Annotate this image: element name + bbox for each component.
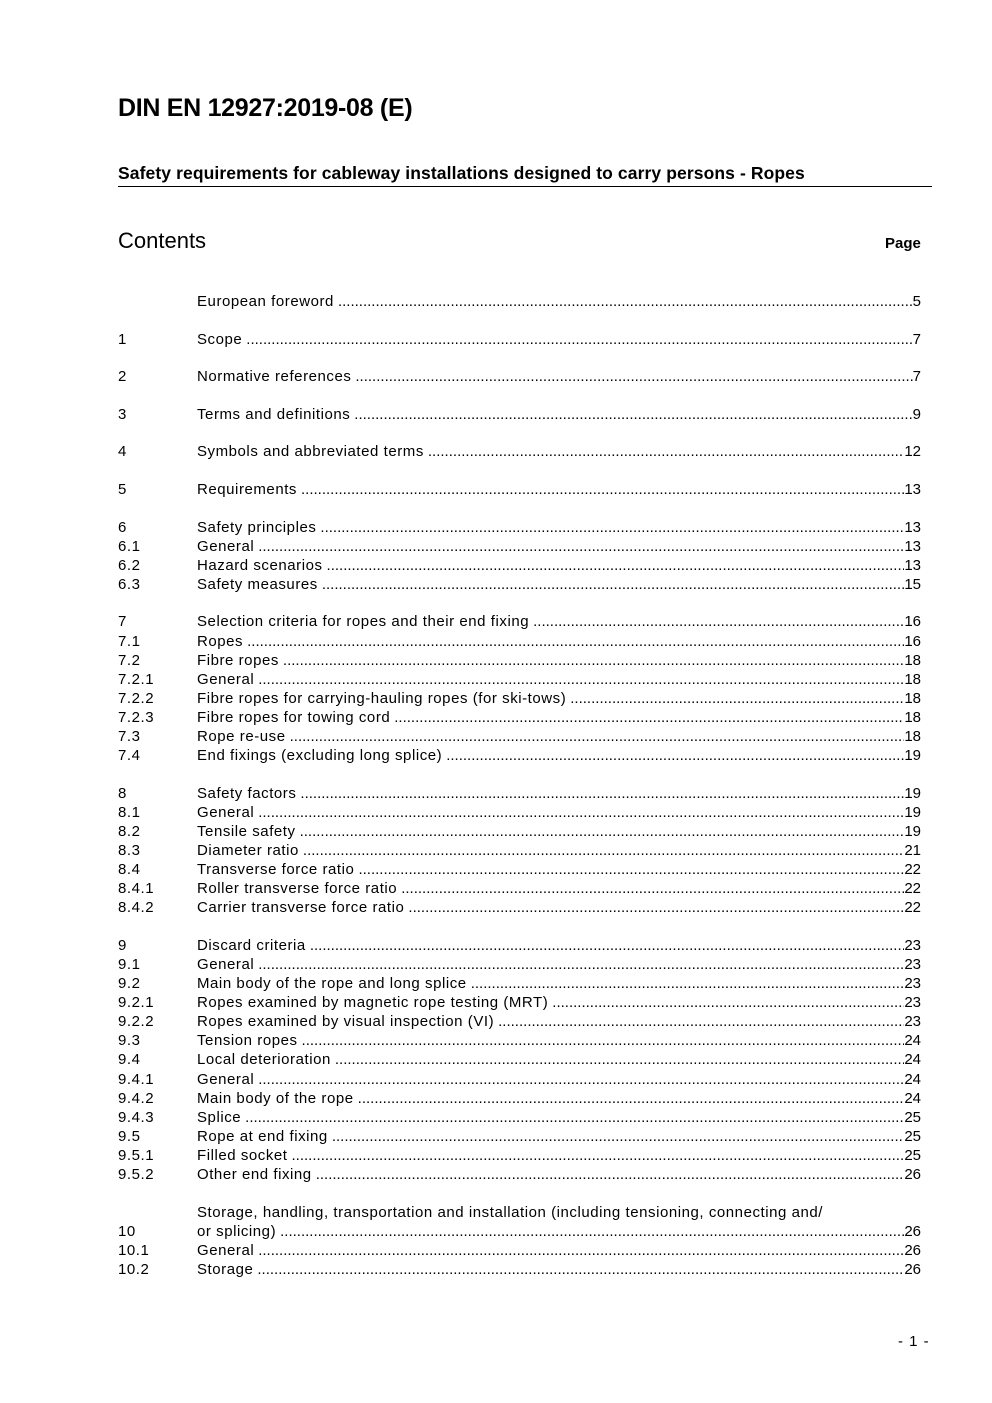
toc-entry[interactable] (118, 879, 921, 898)
toc-entry-page: 23 (904, 955, 921, 973)
dot-leader (303, 841, 904, 860)
toc-entry-page: 7 (912, 330, 921, 348)
dot-leader (246, 330, 912, 349)
toc-entry[interactable] (118, 575, 921, 594)
toc-entry-number: 8.4.1 (118, 880, 155, 898)
toc-entry-page: 22 (904, 899, 921, 917)
dot-leader (446, 746, 904, 765)
toc-entry-title: Splice (197, 1108, 242, 1126)
toc-entry-title: Local deterioration (197, 1051, 331, 1069)
toc-entry-page: 18 (904, 670, 921, 688)
toc-entry-page: 23 (904, 936, 921, 954)
toc-entry-page: 13 (904, 480, 921, 498)
toc-entry-number: 4 (118, 443, 127, 461)
toc-entry-title: Tensile safety (197, 822, 296, 840)
toc-entry-title: Normative references (197, 368, 352, 386)
toc-entry-number: 9.4.3 (118, 1108, 155, 1126)
toc-entry[interactable] (118, 612, 921, 631)
toc-entry[interactable] (118, 442, 921, 461)
dot-leader (354, 405, 912, 424)
toc-entry-page: 5 (912, 293, 921, 310)
dot-leader (258, 1241, 904, 1260)
toc-entry-page: 23 (904, 1013, 921, 1031)
toc-entry-number: 7.2.3 (118, 708, 155, 726)
dot-leader (258, 803, 904, 822)
toc-entry-page: 12 (904, 443, 921, 461)
toc-entry-title: General (197, 1070, 255, 1088)
toc-entry-number: 7.2 (118, 651, 141, 669)
toc-entry-number: 9.4.1 (118, 1070, 155, 1088)
toc-entry[interactable] (118, 1165, 921, 1184)
dot-leader (552, 993, 904, 1012)
toc-entry-page: 9 (912, 405, 921, 423)
toc-entry-number: 7.4 (118, 747, 141, 765)
dot-leader (316, 1165, 905, 1184)
toc-entry-page: 18 (904, 689, 921, 707)
toc-entry-number: 8.3 (118, 841, 141, 859)
toc-entry-title: Safety factors (197, 784, 297, 802)
toc-group (118, 1203, 921, 1279)
toc-entry-number: 6.2 (118, 556, 141, 574)
dot-leader (300, 822, 905, 841)
toc-entry-page: 26 (904, 1260, 921, 1278)
toc-entry[interactable] (118, 803, 921, 822)
toc-entry-page: 19 (904, 803, 921, 821)
toc-entry[interactable] (118, 841, 921, 860)
toc-entry-title: Storage, handling, transportation and installation (including tensioning, connecting and/ (197, 1203, 824, 1221)
toc-entry-title: Symbols and abbreviated terms (197, 443, 424, 461)
toc-entry-number: 8 (118, 784, 127, 802)
toc-entry[interactable] (118, 746, 921, 765)
toc-group (118, 480, 921, 499)
toc-entry[interactable] (118, 689, 921, 708)
toc-entry-page: 13 (904, 556, 921, 574)
toc-entry-page: 18 (904, 708, 921, 726)
dot-leader (247, 632, 904, 651)
toc-entry-title: Ropes (197, 632, 244, 650)
toc-entry[interactable] (118, 1146, 921, 1165)
dot-leader (355, 367, 912, 386)
toc-entry[interactable] (118, 518, 921, 537)
toc-group (118, 367, 921, 386)
dot-leader (258, 670, 904, 689)
toc-entry[interactable] (118, 936, 921, 955)
dot-leader (257, 1260, 904, 1279)
toc-entry-number: 9.1 (118, 955, 141, 973)
dot-leader (401, 879, 904, 898)
toc-entry-page: 24 (904, 1051, 921, 1069)
toc-entry-title: Fibre ropes for towing cord (197, 708, 391, 726)
toc-entry-title: Carrier transverse force ratio (197, 899, 405, 917)
toc-entry-title: Fibre ropes (197, 651, 279, 669)
toc-entry[interactable] (118, 1108, 921, 1127)
dot-leader (258, 537, 904, 556)
toc-entry-title: European foreword (197, 293, 334, 310)
toc-entry-page: 24 (904, 1089, 921, 1107)
dot-leader (471, 974, 905, 993)
dot-leader (428, 442, 904, 461)
toc-entry-number: 8.4.2 (118, 899, 155, 917)
toc-entry-page: 19 (904, 822, 921, 840)
toc-entry-number: 7.2.1 (118, 670, 155, 688)
toc-entry[interactable] (118, 1070, 921, 1089)
toc-entry[interactable] (118, 1031, 921, 1050)
dot-leader (394, 708, 904, 727)
dot-leader (283, 651, 904, 670)
dot-leader (302, 1031, 905, 1050)
toc-group (118, 442, 921, 461)
toc-entry[interactable] (118, 993, 921, 1012)
toc-entry-number: 9.4 (118, 1051, 141, 1069)
toc-entry-number: 3 (118, 405, 127, 423)
toc-entry-title: Storage (197, 1260, 254, 1278)
toc-entry-number: 6 (118, 518, 127, 536)
toc-group (118, 936, 921, 1184)
toc-entry-page: 25 (904, 1146, 921, 1164)
toc-entry-page: 16 (904, 632, 921, 650)
toc-entry-title: End fixings (excluding long splice) (197, 747, 443, 765)
toc-entry[interactable] (118, 1012, 921, 1031)
toc-entry[interactable] (118, 1089, 921, 1108)
toc-group (118, 330, 921, 349)
toc-entry-title-continued: or splicing) (197, 1222, 277, 1240)
toc-entry-title: General (197, 1241, 255, 1259)
toc-entry-number: 9.5.1 (118, 1146, 155, 1164)
toc-entry-number: 9.2 (118, 975, 141, 993)
dot-leader (498, 1012, 904, 1031)
dot-leader (245, 1108, 904, 1127)
toc-entry[interactable] (118, 330, 921, 349)
toc-entry-title: Tension ropes (197, 1032, 298, 1050)
toc-entry-page: 19 (904, 747, 921, 765)
toc-entry-page: 7 (912, 368, 921, 386)
toc-entry-page: 22 (904, 880, 921, 898)
toc-entry-number: 8.2 (118, 822, 141, 840)
toc-entry-page: 24 (904, 1070, 921, 1088)
toc-entry-number: 6.1 (118, 537, 141, 555)
toc-entry[interactable] (118, 708, 921, 727)
toc-entry[interactable] (118, 670, 921, 689)
toc-group (118, 292, 921, 311)
toc-entry-number: 10.2 (118, 1260, 150, 1278)
toc-entry-page: 22 (904, 861, 921, 879)
toc-group (118, 612, 921, 765)
toc-entry[interactable] (118, 974, 921, 993)
toc-entry-title: Other end fixing (197, 1165, 312, 1183)
toc-entry[interactable] (118, 292, 921, 311)
dot-leader (327, 556, 905, 575)
dot-leader (332, 1127, 904, 1146)
dot-leader (338, 292, 913, 311)
toc-entry-title: Scope (197, 330, 243, 348)
toc-entry-title: Main body of the rope (197, 1089, 354, 1107)
toc-entry-title: Diameter ratio (197, 841, 299, 859)
toc-entry-number: 7.1 (118, 632, 141, 650)
toc-entry[interactable] (118, 784, 921, 803)
toc-entry-page: 18 (904, 651, 921, 669)
toc-entry[interactable] (118, 727, 921, 746)
toc-entry-title: General (197, 803, 255, 821)
toc-entry-page: 25 (904, 1108, 921, 1126)
toc-entry[interactable] (118, 898, 921, 917)
toc-entry[interactable] (118, 1260, 921, 1279)
toc-group (118, 405, 921, 424)
dot-leader (280, 1222, 904, 1241)
toc-entry-number: 7 (118, 613, 127, 631)
dot-leader (320, 518, 904, 537)
toc-entry[interactable] (118, 1241, 921, 1260)
toc-entry[interactable] (118, 651, 921, 670)
toc-entry-number: 9.2.1 (118, 994, 155, 1012)
toc-entry-title: Safety measures (197, 575, 318, 593)
toc-entry-title: Fibre ropes for carrying-hauling ropes (for ski-tows) (197, 689, 567, 707)
dot-leader (290, 727, 905, 746)
toc-entry-page: 13 (904, 537, 921, 555)
toc-entry-title: Ropes examined by magnetic rope testing (MRT) (197, 994, 549, 1012)
toc-entry[interactable] (118, 822, 921, 841)
toc-entry-number: 1 (118, 330, 127, 348)
dot-leader (301, 480, 904, 499)
toc-entry[interactable] (118, 1203, 921, 1241)
toc-entry-page: 18 (904, 728, 921, 745)
toc-entry-title: Rope at end fixing (197, 1127, 328, 1145)
toc-entry-title: Safety principles (197, 518, 317, 536)
toc-entry-title: Selection criteria for ropes and their end fixing (197, 613, 530, 631)
toc-entry-page: 13 (904, 518, 921, 536)
toc-entry-title: Hazard scenarios (197, 556, 323, 574)
toc-entry-number: 9.2.2 (118, 1013, 155, 1031)
toc-entry[interactable] (118, 556, 921, 575)
toc-entry-number: 10.1 (118, 1241, 150, 1259)
toc-entry-title: Terms and definitions (197, 405, 351, 423)
toc-entry-page: 23 (904, 994, 921, 1012)
toc-entry-number: 6.3 (118, 575, 141, 593)
toc-entry[interactable] (118, 1050, 921, 1069)
toc-entry-title: Main body of the rope and long splice (197, 975, 467, 993)
dot-leader (258, 955, 904, 974)
toc-entry-title: Filled socket (197, 1146, 288, 1164)
dot-leader (408, 898, 904, 917)
toc-entry-title: General (197, 670, 255, 688)
dot-leader (335, 1050, 904, 1069)
toc-entry-page: 25 (904, 1127, 921, 1145)
toc-entry-page: 26 (904, 1222, 921, 1240)
toc-entry-number: 9.5 (118, 1127, 141, 1145)
toc-entry-title: Rope re-use (197, 728, 286, 745)
toc-entry-number: 2 (118, 368, 127, 386)
toc-entry[interactable] (118, 955, 921, 974)
toc-entry-title: General (197, 537, 255, 555)
toc-entry[interactable] (118, 405, 921, 424)
toc-entry-title: Ropes examined by visual inspection (VI) (197, 1013, 495, 1031)
toc-entry-page: 21 (904, 841, 921, 859)
toc-entry-number: 9.3 (118, 1032, 141, 1050)
toc-entry-page: 24 (904, 1032, 921, 1050)
toc-entry-title: Transverse force ratio (197, 861, 355, 879)
toc-entry-number: 7.2.2 (118, 689, 155, 707)
toc-entry[interactable] (118, 860, 921, 879)
dot-leader (310, 936, 904, 955)
toc-entry-page: 15 (904, 575, 921, 593)
contents-heading: Contents (118, 228, 207, 253)
dot-leader (358, 860, 904, 879)
toc-entry-number: 10 (118, 1222, 136, 1240)
dot-leader (533, 612, 904, 631)
toc-entry-number: 9 (118, 936, 127, 954)
toc-entry-title: Requirements (197, 480, 297, 498)
toc-group (118, 518, 921, 594)
toc-entry-page: 23 (904, 975, 921, 993)
dot-leader (570, 689, 904, 708)
toc-group (118, 784, 921, 918)
document-subtitle: Safety requirements for cableway installations designed to carry persons - Ropes (118, 163, 932, 187)
toc-entry-number: 9.4.2 (118, 1089, 155, 1107)
document-title: DIN EN 12927:2019-08 (E) (118, 94, 413, 122)
toc-entry[interactable] (118, 480, 921, 499)
toc-entry-number: 8.4 (118, 861, 141, 879)
toc-entry-title: General (197, 955, 255, 973)
dot-leader (322, 575, 905, 594)
toc-entry[interactable] (118, 367, 921, 386)
toc-entry-title: Roller transverse force ratio (197, 880, 398, 898)
dot-leader (292, 1146, 905, 1165)
toc-entry[interactable] (118, 1127, 921, 1146)
dot-leader (358, 1089, 905, 1108)
toc-entry-title: Discard criteria (197, 936, 306, 954)
toc-entry-page: 16 (904, 613, 921, 631)
toc-entry-number: 9.5.2 (118, 1165, 155, 1183)
toc-entry-number: 8.1 (118, 803, 141, 821)
dot-leader (300, 784, 904, 803)
toc-entry-page: 19 (904, 784, 921, 802)
page-column-heading: Page (885, 235, 921, 252)
dot-leader (258, 1070, 904, 1089)
toc-entry[interactable] (118, 537, 921, 556)
toc-entry-page: 26 (904, 1241, 921, 1259)
toc-entry[interactable] (118, 632, 921, 651)
toc-entry-number: 7.3 (118, 728, 141, 745)
toc-entry-number: 5 (118, 480, 127, 498)
table-of-contents (118, 292, 921, 1297)
toc-entry-page: 26 (904, 1165, 921, 1183)
page-number: - 1 - (898, 1333, 930, 1350)
